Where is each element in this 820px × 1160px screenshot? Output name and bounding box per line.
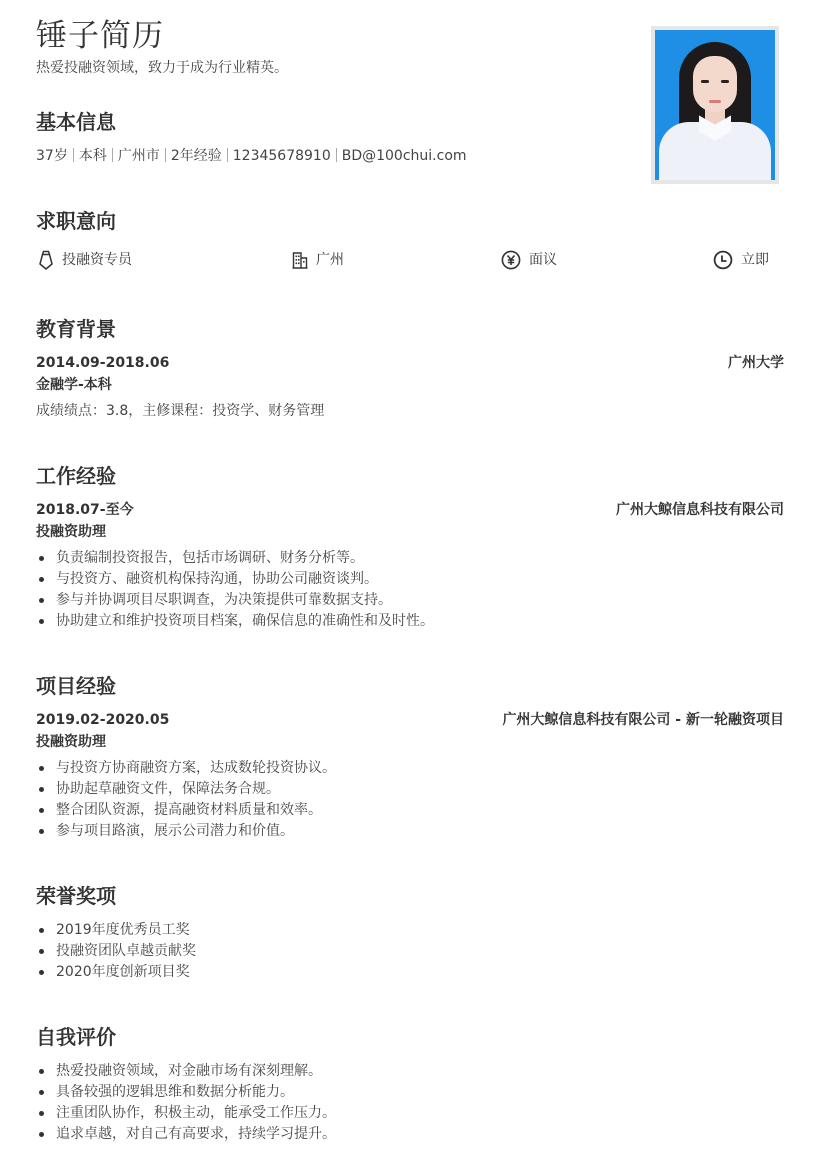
resume-name: 锤子简历 [36, 18, 164, 54]
info-age: 37岁 [36, 148, 68, 164]
project-role: 投融资助理 [36, 734, 106, 750]
info-email: BD@100chui.com [341, 148, 467, 164]
intent-salary-label: 面议 [529, 252, 557, 268]
tie-icon [38, 250, 54, 270]
section-title-education: 教育背景 [36, 317, 116, 341]
list-item: 具备较强的逻辑思维和数据分析能力。 [36, 1082, 336, 1103]
info-phone: 12345678910 [232, 148, 331, 164]
intent-availability [713, 250, 769, 270]
work-date: 2018.07-至今 [36, 502, 134, 518]
section-title-self-eval: 自我评价 [36, 1025, 116, 1049]
divider [73, 148, 74, 162]
list-item: 整合团队资源，提高融资材料质量和效率。 [36, 800, 336, 821]
divider [165, 148, 166, 162]
project-name: 广州大鲸信息科技有限公司 - 新一轮融资项目 [502, 712, 784, 728]
list-item: 与投资方协商融资方案，达成数轮投资协议。 [36, 758, 336, 779]
intent-city-label: 广州 [316, 252, 344, 268]
project-bullets [36, 758, 336, 842]
work-bullets [36, 548, 434, 632]
section-title-basic-info: 基本信息 [36, 110, 116, 134]
section-title-projects: 项目经验 [36, 674, 116, 698]
list-item: 2019年度优秀员工奖 [36, 920, 196, 941]
basic-info-line [36, 146, 467, 166]
intent-position [38, 250, 132, 270]
list-item: 负责编制投资报告，包括市场调研、财务分析等。 [36, 548, 434, 569]
info-experience: 2年经验 [170, 148, 222, 164]
intent-position-label: 投融资专员 [62, 252, 132, 268]
work-role: 投融资助理 [36, 524, 106, 540]
list-item: 参与并协调项目尽职调查，为决策提供可靠数据支持。 [36, 590, 434, 611]
building-icon [292, 251, 308, 269]
education-detail: 成绩绩点：3.8，主修课程：投资学、财务管理 [36, 403, 325, 419]
list-item: 协助建立和维护投资项目档案，确保信息的准确性和及时性。 [36, 611, 434, 632]
self-eval-list [36, 1061, 336, 1145]
work-company: 广州大鲸信息科技有限公司 [616, 502, 784, 518]
info-education: 本科 [78, 148, 107, 164]
section-title-job-intent: 求职意向 [36, 209, 116, 233]
education-major: 金融学-本科 [36, 377, 112, 393]
section-title-work: 工作经验 [36, 464, 116, 488]
yuan-icon [501, 250, 521, 270]
clock-icon [713, 250, 733, 270]
list-item: 投融资团队卓越贡献奖 [36, 941, 196, 962]
list-item: 热爱投融资领域，对金融市场有深刻理解。 [36, 1061, 336, 1082]
divider [112, 148, 113, 162]
section-title-honors: 荣誉奖项 [36, 884, 116, 908]
education-date: 2014.09-2018.06 [36, 355, 170, 371]
divider [227, 148, 228, 162]
list-item: 追求卓越，对自己有高要求，持续学习提升。 [36, 1124, 336, 1145]
photo-image [655, 30, 775, 180]
resume-slogan: 热爱投融资领域，致力于成为行业精英。 [36, 60, 288, 76]
list-item: 注重团队协作，积极主动，能承受工作压力。 [36, 1103, 336, 1124]
profile-photo [651, 26, 779, 184]
honors-list [36, 920, 196, 983]
intent-city [292, 250, 344, 270]
list-item: 协助起草融资文件，保障法务合规。 [36, 779, 336, 800]
divider [336, 148, 337, 162]
list-item: 与投资方、融资机构保持沟通，协助公司融资谈判。 [36, 569, 434, 590]
list-item: 参与项目路演，展示公司潜力和价值。 [36, 821, 336, 842]
intent-availability-label: 立即 [741, 252, 769, 268]
intent-salary [501, 250, 557, 270]
info-city: 广州市 [117, 148, 160, 164]
list-item: 2020年度创新项目奖 [36, 962, 196, 983]
project-date: 2019.02-2020.05 [36, 712, 170, 728]
education-school: 广州大学 [728, 355, 784, 371]
